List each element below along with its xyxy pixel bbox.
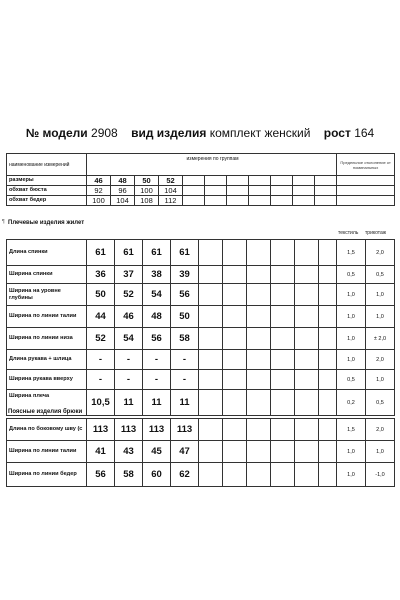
row-label: Длина спинки [7, 240, 87, 266]
measure-cell: 44 [87, 306, 115, 328]
measure-cell: 100 [135, 186, 159, 196]
measure-cell: 104 [111, 196, 135, 206]
row-label: Длина рукава + шлица [7, 350, 87, 370]
height-label: рост [323, 126, 351, 140]
measure-cell: 58 [115, 463, 143, 487]
measure-cell: 62 [171, 463, 199, 487]
measure-cell: 58 [171, 328, 199, 350]
textile-tolerance: 1,0 [337, 284, 366, 306]
textile-column-header: текстиль [338, 230, 359, 236]
name-header: наименование измерений [7, 154, 87, 176]
measure-cell: - [143, 370, 171, 390]
measure-cell: 52 [115, 284, 143, 306]
measure-cell: - [171, 370, 199, 390]
textile-tolerance: 1,5 [337, 419, 366, 441]
section-mark: ¶ [2, 219, 5, 225]
measure-cell: 61 [115, 240, 143, 266]
measure-cell: - [87, 370, 115, 390]
model-value: 2908 [91, 126, 118, 140]
height-value: 164 [354, 126, 375, 140]
knit-tolerance: 2,0 [366, 350, 395, 370]
row-label: Длина по боковому шву (с [7, 419, 87, 441]
measure-cell: 37 [115, 266, 143, 284]
measure-cell: 10,5 [87, 390, 115, 416]
vest-section-title: Плечевые изделия жилет [8, 220, 85, 226]
knit-tolerance: ± 2,0 [366, 328, 395, 350]
measure-cell: 43 [115, 441, 143, 463]
textile-tolerance: 1,0 [337, 463, 366, 487]
row-label: Ширина по линии талии [7, 306, 87, 328]
measure-cell: 61 [143, 240, 171, 266]
knit-tolerance: 0,5 [366, 266, 395, 284]
knit-tolerance: 2,0 [366, 240, 395, 266]
row-label: Ширина рукава вверху [7, 370, 87, 390]
textile-tolerance: 1,5 [337, 240, 366, 266]
measure-cell: 11 [171, 390, 199, 416]
knit-tolerance: 1,0 [366, 284, 395, 306]
size-cell: 52 [159, 176, 183, 186]
measure-cell: 50 [87, 284, 115, 306]
measure-cell: 113 [143, 419, 171, 441]
measure-cell: 113 [87, 419, 115, 441]
row-label: Ширина по линии талии [7, 441, 87, 463]
groups-header: измерения по группам [87, 154, 337, 176]
measure-cell: - [171, 350, 199, 370]
knit-tolerance: 1,0 [366, 441, 395, 463]
knit-tolerance: 0,5 [366, 390, 395, 416]
type-value: комплект женский [209, 126, 311, 140]
textile-tolerance: 1,0 [337, 350, 366, 370]
measure-cell: - [87, 350, 115, 370]
measure-cell: 47 [171, 441, 199, 463]
measure-cell: 61 [171, 240, 199, 266]
measure-cell: 46 [115, 306, 143, 328]
measure-cell: 56 [87, 463, 115, 487]
measure-cell: 108 [135, 196, 159, 206]
measure-cell: 38 [143, 266, 171, 284]
row-label: обхват бюста [7, 186, 87, 196]
model-label: № модели [25, 126, 88, 140]
type-label: вид изделия [131, 126, 207, 140]
measure-cell: 52 [87, 328, 115, 350]
measure-cell: 48 [143, 306, 171, 328]
measure-cell: 36 [87, 266, 115, 284]
textile-tolerance: 1,0 [337, 306, 366, 328]
measure-cell: 45 [143, 441, 171, 463]
measure-cell: 54 [143, 284, 171, 306]
measure-cell: 96 [111, 186, 135, 196]
measure-cell: 56 [171, 284, 199, 306]
measure-cell: 100 [87, 196, 111, 206]
measure-cell: 61 [87, 240, 115, 266]
knit-column-header: трикотаж [365, 230, 387, 236]
knit-tolerance: 1,0 [366, 370, 395, 390]
measure-cell: 113 [171, 419, 199, 441]
measure-cell: 11 [115, 390, 143, 416]
vest-table [6, 239, 395, 416]
size-cell: 50 [135, 176, 159, 186]
textile-tolerance: 0,5 [337, 266, 366, 284]
measure-cell: 104 [159, 186, 183, 196]
size-cell: 46 [87, 176, 111, 186]
knit-tolerance: 1,0 [366, 306, 395, 328]
pants-section-title: Поясные изделия брюки [8, 409, 83, 415]
measure-cell: 112 [159, 196, 183, 206]
measure-cell: - [115, 370, 143, 390]
row-label: Ширина плеча [7, 390, 87, 416]
measure-cell: 11 [143, 390, 171, 416]
row-label: Ширина спинки [7, 266, 87, 284]
textile-tolerance: 0,2 [337, 390, 366, 416]
textile-tolerance: 1,0 [337, 328, 366, 350]
measure-cell: 54 [115, 328, 143, 350]
row-label: Ширина по линии бедер [7, 463, 87, 487]
knit-tolerance: -1,0 [366, 463, 395, 487]
measure-cell: 60 [143, 463, 171, 487]
pants-table [6, 418, 395, 487]
row-label: Ширина по линии низа [7, 328, 87, 350]
row-label: обхват бедер [7, 196, 87, 206]
size-cell: 48 [111, 176, 135, 186]
sheet-title [12, 126, 388, 140]
measure-cell: - [115, 350, 143, 370]
knit-tolerance: 2,0 [366, 419, 395, 441]
measure-cell: - [143, 350, 171, 370]
row-label: Ширина на уровне глубины [7, 284, 87, 306]
measure-cell: 56 [143, 328, 171, 350]
measure-cell: 50 [171, 306, 199, 328]
textile-tolerance: 1,0 [337, 441, 366, 463]
size-table [6, 153, 395, 206]
measure-cell: 113 [115, 419, 143, 441]
measure-cell: 92 [87, 186, 111, 196]
tolerance-header: Предельное отклонение от номинальных [337, 154, 395, 176]
measure-cell: 39 [171, 266, 199, 284]
textile-tolerance: 0,5 [337, 370, 366, 390]
measure-cell: 41 [87, 441, 115, 463]
sizes-label: размеры [7, 176, 87, 186]
